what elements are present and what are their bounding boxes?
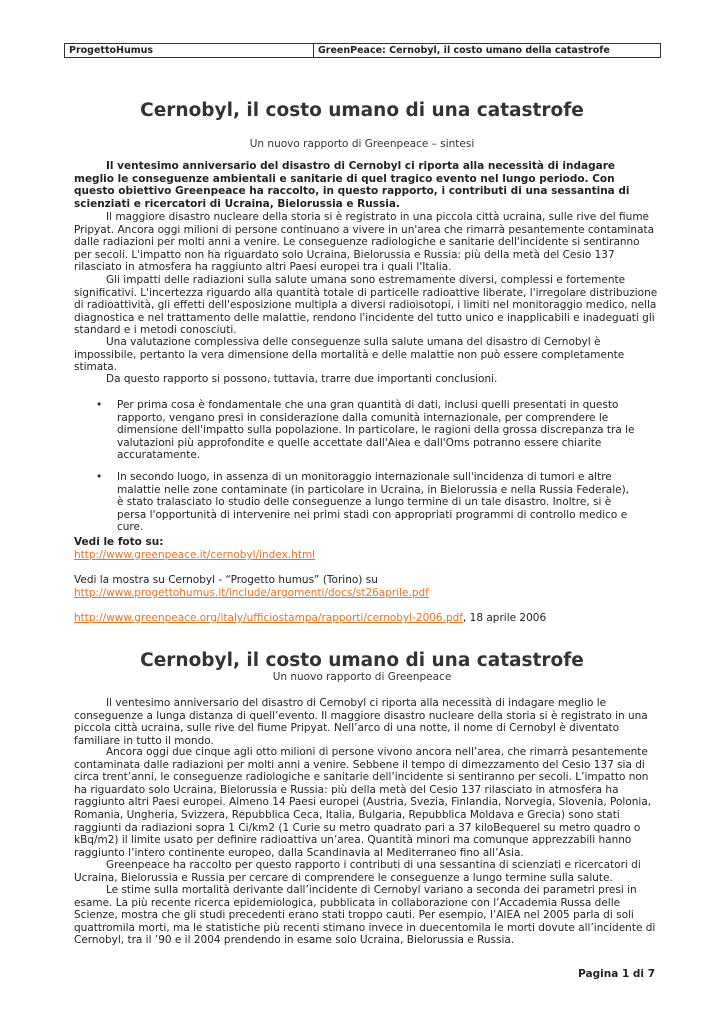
bullet-icon: •: [96, 471, 103, 483]
paragraph-4: Da questo rapporto si possono, tuttavia, trarre due importanti conclusioni.: [106, 373, 498, 385]
paragraph-1: Il maggiore disastro nucleare della storia si è registrato in una piccola città ucraina, sulle rive del fiume Pripyat. Ancora oggi milioni di persone continuano a vivere in un'area che rimarrà pesantemente contaminata dalle radiazioni per molti anni a venire. Le conseguenze radiologiche e sanitarie dell'incidente si sentiranno per secoli. L'impatto non ha riguardato solo Ucraina, Bielorussia e Russia: più della metà del Cesio 137 rilasciato in atmosfera ha raggiunto altri Paesi europei tra i quali l'Italia.: [74, 211, 655, 274]
list-item-text: In secondo luogo, in assenza di un monitoraggio internazionale sull'incidenza di tumori e altre malattie nelle zone contaminate (in particolare in Ucraina, in Bielorussia e nella Russia Federale), è stato tralasciato lo studio delle conseguenze a lungo termine di un tale disastro. Inoltre, si è persa l'opportunità di intervenire nei primi stadi con appropriati programmi di controllo medico e cure.: [117, 471, 630, 534]
mostra-text: Vedi la mostra su Cernobyl - “Progetto humus” (Torino) su: [74, 574, 378, 586]
running-header: [64, 43, 661, 58]
photos-link[interactable]: http://www.greenpeace.it/cernobyl/index.html: [74, 549, 316, 561]
source-line: [74, 612, 658, 625]
bullet-icon: •: [96, 399, 103, 411]
page-number: Pagina 1 di 7: [578, 968, 655, 980]
list-item-text: Per prima cosa è fondamentale che una gran quantità di dati, inclusi quelli presentati in questo rapporto, vengano presi in considerazione dalla comunità internazionale, per comprendere le dimensione dell'impatto sulla popolazione. In particolare, le ragioni della grossa discrepanza tra le valutazioni più approfondite e quelle accettate dall'Aiea e dall'Oms potranno essere chiarite accuratamente.: [117, 399, 635, 462]
section2-paragraph-1: Il ventesimo anniversario del disastro di Cernobyl ci riporta alla necessità di indagare meglio le conseguenze a lunga distanza di quell’evento. Il maggiore disastro nucleare della storia si è registrato in una piccola città ucraina, sulle rive del fiume Pripyat. Nell’arco di una notte, il nome di Cernobyl è diventato familiare in tutto il mondo.: [74, 697, 648, 747]
list-item: [96, 399, 636, 462]
page-subtitle: Un nuovo rapporto di Greenpeace – sintesi: [249, 138, 475, 150]
header-right: GreenPeace: Cernobyl, il costo umano della catastrofe: [318, 45, 610, 56]
photos-label: Vedi le foto su:: [74, 536, 164, 548]
section2-paragraph-4: Le stime sulla mortalità derivante dall’incidente di Cernobyl variano a seconda dei parametri presi in esame. La più recente ricerca epidemiologica, pubblicata in collaborazione con l’Accademia Russa delle Scienze, mostra che gli studi precedenti erano stati troppo cauti. Per esempio, l’AIEA nel 2005 parla di soli quattromila morti, ma le statistiche più recenti stimano invece in duecentomila le morti dovute all’incidente di Cernobyl, tra il ’90 e il 2004 prendendo in esame solo Ucraina, Bielorussia e Russia.: [74, 884, 656, 947]
page-title: Cernobyl, il costo umano di una catastrofe: [140, 100, 584, 121]
paragraph-3: Una valutazione complessiva delle conseguenze sulla salute umana del disastro di Cernobyl è impossibile, pertanto la vera dimensione della mortalità e delle malattie non può essere completamente stimata.: [74, 336, 625, 374]
section-title: Cernobyl, il costo umano di una catastrofe: [140, 650, 584, 671]
section2-paragraph-3: Greenpeace ha raccolto per questo rapporto i contributi di una sessantina di scienziati e ricercatori di Ucraina, Bielorussia e Russia per cercare di comprendere le conseguenze a lungo termine sulla salute.: [74, 859, 641, 884]
source-link[interactable]: http://www.greenpeace.org/italy/ufficiostampa/rapporti/cernobyl-2006.pdf: [74, 612, 463, 624]
section2-paragraph-2: Ancora oggi due cinque agli otto milioni di persone vivono ancora nell’area, che rimarrà pesantemente contaminata dalle radiazioni per molti anni a venire. Sebbene il tempo di dimezzamento del Cesio 137 sia di circa trent’anni, le conseguenze radiologiche e sanitarie dell’incidente si sentiranno per secoli. L’impatto non ha riguardato solo Ucraina, Bielorussia e Russia: più della metà del Cesio 137 rilasciato in atmosfera ha raggiunto altri Paesi europei. Almeno 14 Paesi europei (Austria, Svezia, Finlandia, Norvegia, Slovenia, Polonia, Romania, Ungheria, Svizzera, Repubblica Ceca, Italia, Bulgaria, Repubblica Moldava e Grecia) sono stati raggiunti da radiazioni sopra 1 Ci/km2 (1 Curie su metro quadrato pari a 37 kiloBequerel su metro quadro o kBq/m2) il limite usato per definire radioattiva un’area. Quantità minori ma comunque apprezzabili hanno raggiunto l’intero continente europeo, dalla Scandinavia al Mediterraneo fino all’Asia.: [74, 746, 652, 859]
section-subtitle: Un nuovo rapporto di Greenpeace: [272, 671, 452, 683]
list-item: [96, 471, 636, 534]
source-date: , 18 aprile 2006: [462, 612, 547, 624]
mostra-link[interactable]: http://www.progettohumus.it/include/argomenti/docs/st26aprile.pdf: [74, 587, 429, 599]
header-left: ProgettoHumus: [65, 44, 314, 57]
paragraph-2: Gli impatti delle radiazioni sulla salute umana sono estremamente diversi, complessi e fortemente significativi. L'incertezza riguardo alla quantità totale di particelle radioattive liberate, l'irregolare distribuzione di radioattività, gli effetti dell'esposizione multipla a diversi radioisotopi, i limiti nel monitoraggio medico, nella diagnostica e nel trattamento delle malattie, rendono l'incidente del tutto unico e inapplicabili e inadeguati gli standard e i metodi conosciuti.: [74, 274, 658, 337]
intro-paragraph: Il ventesimo anniversario del disastro di Cernobyl ci riporta alla necessità di indagare meglio le conseguenze ambientali e sanitarie di quel tragico evento nel lungo periodo. Con questo obiettivo Greenpeace ha raccolto, in questo rapporto, i contributi di una sessantina di scienziati e ricercatori di Ucraina, Bielorussia e Russia.: [74, 160, 630, 210]
